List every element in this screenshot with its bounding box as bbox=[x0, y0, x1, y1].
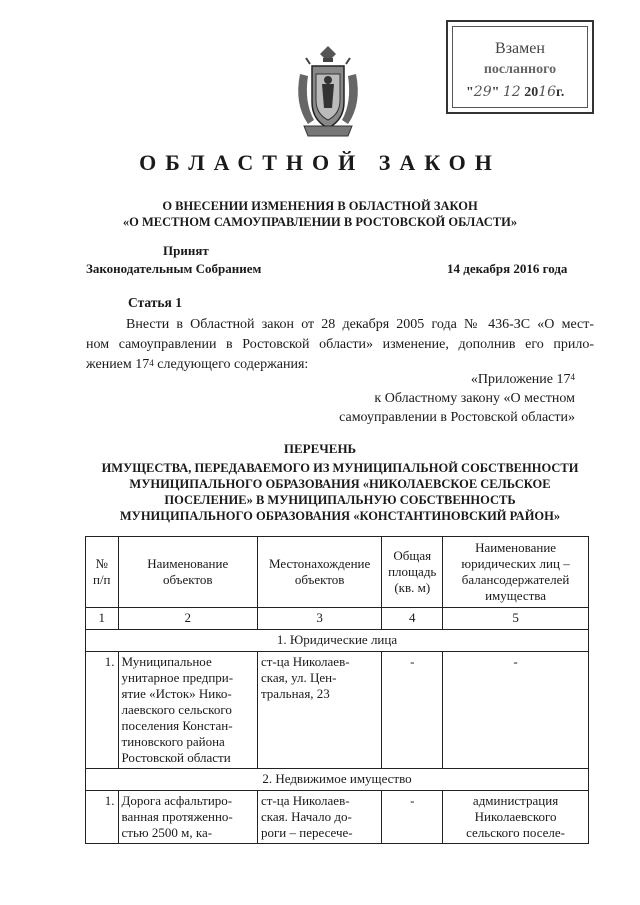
law-subtitle-line-1: О ВНЕСЕНИИ ИЗМЕНЕНИЯ В ОБЛАСТНОЙ ЗАКОН bbox=[162, 199, 478, 213]
row2-holder-l3: сельского поселе- bbox=[466, 825, 565, 840]
table-header-row bbox=[86, 537, 589, 608]
article-line-1: Внести в Областной закон от 28 декабря 2005 года № 436-ЗС «О мест- bbox=[126, 317, 594, 332]
row1-name-l2: унитарное предпри- bbox=[121, 670, 234, 685]
row1-name-l6: тиновского района bbox=[121, 734, 225, 749]
header-area-l1: Общая bbox=[393, 548, 432, 563]
replacement-stamp bbox=[446, 20, 594, 114]
header-location bbox=[257, 537, 381, 608]
stamp-date: "29" 12 2016г. bbox=[466, 84, 565, 100]
list-title: ПЕРЕЧЕНЬ bbox=[283, 441, 357, 456]
row2-name-l3: стью 2500 м, ка- bbox=[121, 825, 213, 840]
section-real-estate: 2. Недвижимое имущество bbox=[86, 769, 589, 791]
row1-name-l3: ятие «Исток» Нико- bbox=[121, 686, 232, 701]
appendix-line-1-sup: 4 bbox=[570, 372, 575, 382]
row2-no: 1. bbox=[86, 791, 119, 844]
col-number-3: 3 bbox=[257, 608, 381, 630]
law-title: ОБЛАСТНОЙ ЗАКОН bbox=[139, 150, 501, 175]
list-subtitle-line-4: МУНИЦИПАЛЬНОГО ОБРАЗОВАНИЯ «КОНСТАНТИНОВСКИЙ РАЙОН» bbox=[119, 509, 561, 523]
row1-name-l1: Муниципальное bbox=[121, 654, 212, 669]
table-section-row bbox=[86, 769, 589, 791]
col-number-5: 5 bbox=[443, 608, 589, 630]
row1-name-l7: Ростовской области bbox=[121, 750, 231, 765]
header-location-l1: Местонахождение bbox=[269, 556, 371, 571]
stamp-date-end: г. bbox=[556, 85, 565, 100]
table-row bbox=[86, 791, 589, 844]
row2-holder-l2: Николаевского bbox=[474, 809, 557, 824]
row2-name-l2: ванная протяженно- bbox=[121, 809, 233, 824]
row1-name-l4: лаевского сельского bbox=[121, 702, 232, 717]
row2-holder-l1: администрация bbox=[472, 793, 559, 808]
law-subtitle-line-2: «О МЕСТНОМ САМОУПРАВЛЕНИИ В РОСТОВСКОЙ ОБЛАСТИ» bbox=[122, 215, 518, 229]
header-area-l3: (кв. м) bbox=[394, 580, 431, 595]
stamp-line-1: Взамен bbox=[495, 40, 545, 57]
stamp-date-year-prefix: 20 bbox=[524, 85, 539, 100]
row1-name-l5: поселения Констан- bbox=[121, 718, 233, 733]
article-line-3-sup: 4 bbox=[149, 358, 154, 368]
row2-area: - bbox=[382, 791, 443, 844]
row1-location-l3: тральная, 23 bbox=[260, 686, 330, 701]
row2-location-l3: роги – пересече- bbox=[260, 825, 353, 840]
adopted-date: 14 декабря 2016 года bbox=[447, 261, 568, 276]
article-title: Статья 1 bbox=[128, 295, 182, 310]
row1-name bbox=[118, 652, 257, 769]
appendix-line-3: самоуправлении в Ростовской области» bbox=[339, 410, 575, 425]
table-column-numbers-row bbox=[86, 608, 589, 630]
appendix-line-1 bbox=[0, 370, 575, 389]
header-holder-l4: имущества bbox=[485, 588, 547, 603]
header-name-l1: Наименование bbox=[147, 556, 229, 571]
header-no-l2: п/п bbox=[92, 572, 111, 587]
row1-holder: - bbox=[443, 652, 589, 769]
row2-location-l1: ст-ца Николаев- bbox=[260, 793, 350, 808]
stamp-date-year-suffix: 16 bbox=[538, 84, 557, 100]
header-area-l2: площадь bbox=[388, 564, 437, 579]
header-name-l2: объектов bbox=[162, 572, 213, 587]
appendix-reference bbox=[0, 370, 575, 427]
row2-name bbox=[118, 791, 257, 844]
header-name bbox=[118, 537, 257, 608]
row2-location bbox=[257, 791, 381, 844]
header-holder-l1: Наименование bbox=[475, 540, 557, 555]
row1-location-l2: ская, ул. Цен- bbox=[260, 670, 337, 685]
row1-area: - bbox=[382, 652, 443, 769]
row1-location-l1: ст-ца Николаев- bbox=[260, 654, 350, 669]
table-section-row bbox=[86, 630, 589, 652]
stamp-date-month: 12 bbox=[502, 84, 521, 100]
stamp-line-2: посланного bbox=[483, 62, 557, 77]
section-legal-entities: 1. Юридические лица bbox=[86, 630, 589, 652]
header-area bbox=[382, 537, 443, 608]
header-location-l2: объектов bbox=[294, 572, 345, 587]
row1-location bbox=[257, 652, 381, 769]
appendix-line-1-pre: «Приложение 17 bbox=[470, 372, 571, 387]
coat-of-arms-icon bbox=[290, 44, 366, 142]
law-subtitle bbox=[0, 198, 640, 230]
row2-name-l1: Дорога асфальтиро- bbox=[121, 793, 233, 808]
list-subtitle bbox=[80, 460, 600, 524]
appendix-line-2: к Областному закону «О местном bbox=[374, 391, 575, 406]
list-subtitle-line-3: ПОСЕЛЕНИЕ» В МУНИЦИПАЛЬНУЮ СОБСТВЕННОСТЬ bbox=[164, 493, 516, 507]
list-subtitle-line-1: ИМУЩЕСТВА, ПЕРЕДАВАЕМОГО ИЗ МУНИЦИПАЛЬНОЙ СОБСТВЕННОСТИ bbox=[101, 461, 579, 475]
col-number-1: 1 bbox=[86, 608, 119, 630]
row2-holder bbox=[443, 791, 589, 844]
adopted-by: Законодательным Собранием bbox=[86, 261, 262, 276]
table-row bbox=[86, 652, 589, 769]
header-holder-l2: юридических лиц – bbox=[461, 556, 570, 571]
article-line-3-pre: жением 17 bbox=[86, 357, 150, 372]
header-holder bbox=[443, 537, 589, 608]
property-table bbox=[85, 536, 589, 844]
article-line-3-post: следующего содержания: bbox=[153, 357, 309, 372]
header-no bbox=[86, 537, 119, 608]
row1-no: 1. bbox=[86, 652, 119, 769]
article-line-2: ном самоуправлении в Ростовской области» изменение, дополнив его прило- bbox=[86, 337, 594, 352]
col-number-4: 4 bbox=[382, 608, 443, 630]
col-number-2: 2 bbox=[118, 608, 257, 630]
row2-location-l2: ская. Начало до- bbox=[260, 809, 352, 824]
header-holder-l3: балансодержателей bbox=[461, 572, 570, 587]
list-subtitle-line-2: МУНИЦИПАЛЬНОГО ОБРАЗОВАНИЯ «НИКОЛАЕВСКОЕ СЕЛЬСКОЕ bbox=[129, 477, 551, 491]
adopted-label: Принят bbox=[163, 243, 209, 258]
article-text bbox=[86, 315, 594, 375]
stamp-date-day: 29 bbox=[473, 84, 492, 100]
header-no-l1: № bbox=[95, 556, 108, 571]
